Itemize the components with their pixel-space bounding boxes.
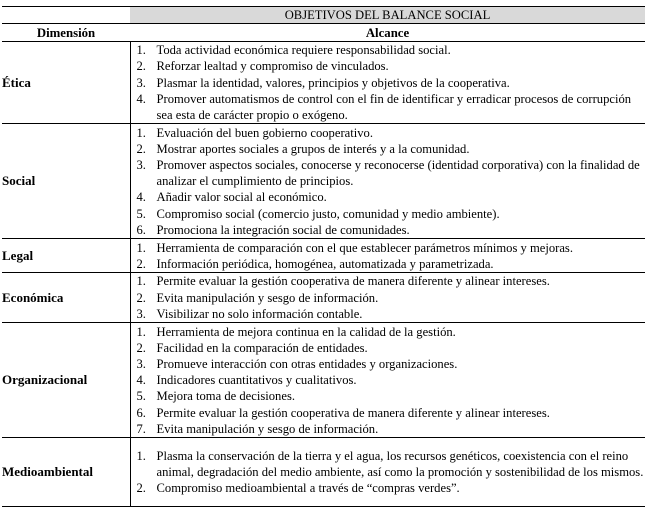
- list-item: [131, 206, 646, 222]
- item-text: Visibilizar no solo información contable.: [156, 306, 363, 321]
- item-number: 4.: [136, 91, 146, 106]
- item-number: 1.: [136, 43, 146, 58]
- item-text: Mostrar aportes sociales a grupos de interés y a la comunidad.: [156, 141, 470, 156]
- item-number: 2.: [136, 141, 146, 156]
- item-text: Evita manipulación y sesgo de información.: [156, 421, 379, 436]
- list-item: [131, 356, 646, 372]
- item-number: 3.: [136, 356, 146, 371]
- item-number: 2.: [136, 256, 146, 271]
- list-item: [131, 222, 646, 238]
- item-number: 1.: [136, 324, 146, 339]
- dimension-social: Social: [2, 124, 130, 239]
- list-item: [131, 448, 646, 480]
- item-number: 4.: [136, 373, 146, 388]
- header-alcance: Alcance: [130, 24, 645, 42]
- item-text: Herramienta de mejora continua en la calidad de la gestión.: [156, 324, 456, 339]
- item-number: 2.: [136, 290, 146, 305]
- item-number: 5.: [136, 389, 146, 404]
- objectives-table: [2, 6, 645, 507]
- list-item: [131, 141, 646, 157]
- item-text: Reforzar lealtad y compromiso de vinculados.: [156, 59, 389, 74]
- item-text: Evaluación del buen gobierno cooperativo.: [156, 125, 373, 140]
- list-item: [131, 480, 646, 496]
- list-item: [131, 273, 646, 289]
- row-social: [2, 124, 645, 239]
- item-text: Plasmar la identidad, valores, principios y objetivos de la cooperativa.: [156, 75, 510, 90]
- item-text: Plasma la conservación de la tierra y el agua, los recursos genéticos, coexistencia con el reino animal, degradación del medio ambiente, así como la promoción y sostenibilidad de los mismos.: [156, 448, 644, 480]
- alcance-economica: [130, 273, 645, 323]
- title-spacer: [2, 7, 130, 24]
- item-text: Compromiso medioambiental a través de “compras verdes”.: [156, 481, 460, 496]
- item-text: Promociona la integración social de comunidades.: [156, 222, 410, 237]
- item-text: Evita manipulación y sesgo de información.: [156, 290, 379, 305]
- header-row: [2, 24, 645, 42]
- row-organizacional: [2, 323, 645, 438]
- table-title: OBJETIVOS DEL BALANCE SOCIAL: [130, 7, 645, 24]
- item-number: 2.: [136, 481, 146, 496]
- list-item: [131, 324, 646, 340]
- list-item: [131, 340, 646, 356]
- dimension-legal: Legal: [2, 239, 130, 273]
- title-row: [2, 7, 645, 24]
- alcance-etica: [130, 42, 645, 124]
- item-text: Indicadores cuantitativos y cualitativos.: [156, 373, 357, 388]
- item-text: Facilidad en la comparación de entidades.: [156, 340, 368, 355]
- item-number: 3.: [136, 157, 146, 172]
- list-item: [131, 405, 646, 421]
- item-text: Añadir valor social al económico.: [156, 190, 327, 205]
- list-item: [131, 91, 646, 123]
- list-item: [131, 388, 646, 404]
- list-item: [131, 75, 646, 91]
- item-text: Toda actividad económica requiere responsabilidad social.: [156, 43, 451, 58]
- item-number: 3.: [136, 306, 146, 321]
- item-number: 3.: [136, 75, 146, 90]
- row-medioambiental: [2, 438, 645, 507]
- list-item: [131, 58, 646, 74]
- item-number: 2.: [136, 340, 146, 355]
- item-text: Compromiso social (comercio justo, comunidad y medio ambiente).: [156, 206, 500, 221]
- item-text: Herramienta de comparación con el que establecer parámetros mínimos y mejoras.: [156, 240, 573, 255]
- item-text: Promover automatismos de control con el fin de identificar y erradicar procesos de corrupción sea esta de carácter propio o exógeno.: [156, 91, 632, 123]
- list-item: [131, 372, 646, 388]
- item-number: 1.: [136, 125, 146, 140]
- alcance-medioambiental: [130, 438, 645, 507]
- list-item: [131, 125, 646, 141]
- dimension-medioambiental: Medioambiental: [2, 438, 130, 507]
- item-number: 6.: [136, 405, 146, 420]
- item-text: Promover aspectos sociales, conocerse y reconocerse (identidad corporativa) con la finalidad de analizar el cumplimiento de principios.: [156, 157, 640, 189]
- item-text: Permite evaluar la gestión cooperativa de manera diferente y alinear intereses.: [156, 405, 550, 420]
- row-etica: [2, 42, 645, 124]
- list-item: [131, 421, 646, 437]
- list-item: [131, 157, 646, 189]
- item-text: Mejora toma de decisiones.: [156, 389, 295, 404]
- item-number: 6.: [136, 222, 146, 237]
- item-number: 5.: [136, 206, 146, 221]
- item-number: 1.: [136, 274, 146, 289]
- list-item: [131, 306, 646, 322]
- dimension-etica: Ética: [2, 42, 130, 124]
- item-text: Promueve interacción con otras entidades y organizaciones.: [156, 356, 458, 371]
- dimension-organizacional: Organizacional: [2, 323, 130, 438]
- list-item: [131, 189, 646, 205]
- list-item: [131, 290, 646, 306]
- item-number: 1.: [136, 448, 146, 463]
- list-item: [131, 240, 646, 256]
- row-legal: [2, 239, 645, 273]
- header-dimension: Dimensión: [2, 24, 130, 42]
- alcance-social: [130, 124, 645, 239]
- list-item: [131, 42, 646, 58]
- item-number: 7.: [136, 421, 146, 436]
- alcance-legal: [130, 239, 645, 273]
- dimension-economica: Económica: [2, 273, 130, 323]
- list-item: [131, 256, 646, 272]
- row-economica: [2, 273, 645, 323]
- item-text: Permite evaluar la gestión cooperativa de manera diferente y alinear intereses.: [156, 274, 550, 289]
- item-text: Información periódica, homogénea, automatizada y parametrizada.: [156, 256, 494, 271]
- item-number: 4.: [136, 190, 146, 205]
- item-number: 2.: [136, 59, 146, 74]
- item-number: 1.: [136, 240, 146, 255]
- alcance-organizacional: [130, 323, 645, 438]
